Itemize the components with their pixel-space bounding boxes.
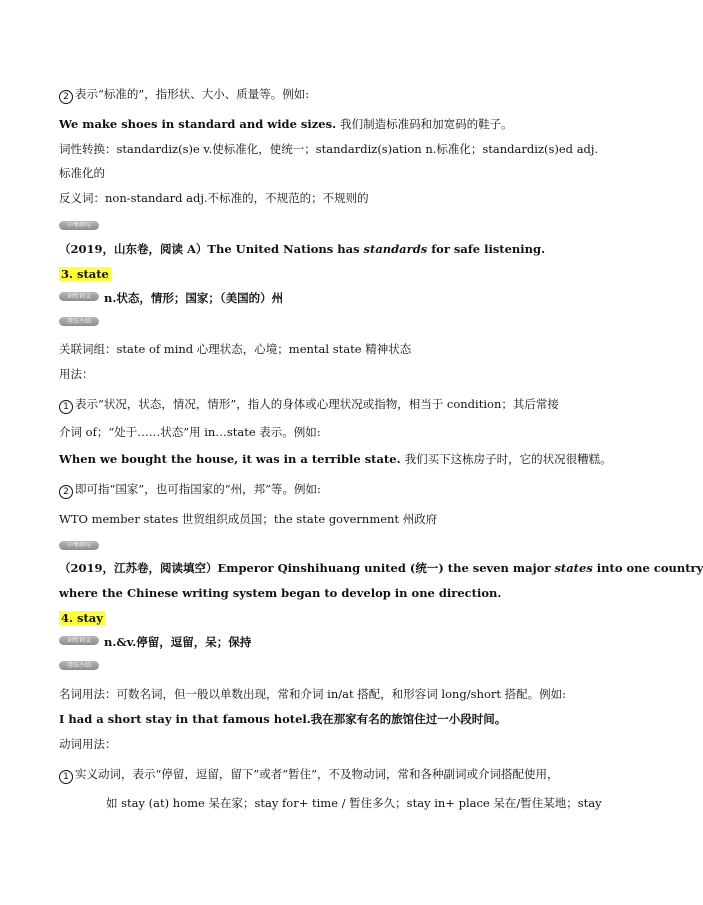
example-sentence: When we bought the house, it was in a terrible state. 我们买下这栋房子时，它的状况很糟糕。	[59, 452, 612, 466]
word-forms: 词性转换：standardiz(s)e v.使标准化，使统一；standardiz(s)ation n.标准化；standardiz(s)ed adj.	[59, 142, 599, 156]
example-sentence: I had a short stay in that famous hotel.我在那家有名的旅馆住过一小段时间。	[59, 712, 507, 726]
noun-usage: 名词用法：可数名词，但一般以单数出现，常和介词 in/at 搭配，和形容词 long/short 搭配。例如:	[59, 687, 567, 701]
tag-meaning: 词性词义	[59, 292, 99, 301]
verb-usage-point-1: 1 实义动词，表示“停留，逗留，留下”或者“暂住”，不及物动词，常和各种副词或介词搭配使用，	[59, 766, 559, 784]
related-phrases: 关联词组：state of mind 心理状态，心境；mental state 精神状态	[59, 342, 412, 356]
circled-number: 2	[59, 485, 73, 499]
circled-number: 2	[59, 90, 73, 104]
antonym: 反义词：non-standard adj.不标准的，不规范的；不规则的	[59, 191, 369, 205]
word-forms-cont: 标准化的	[59, 166, 105, 180]
tag-exam-example: 中考例句	[59, 221, 99, 230]
exam-sentence-cont: where the Chinese writing system began to develop in one direction.	[59, 586, 502, 600]
verb-usage-examples: 如 stay (at) home 呆在家；stay for+ time / 暂住多久；stay in+ place 呆在/暂住某地；stay	[106, 796, 602, 810]
meaning: n.状态，情形；国家；（美国的）州	[104, 291, 284, 305]
heading-state: 3. state	[61, 267, 109, 281]
tag-exam-example: 中考例句	[59, 541, 99, 550]
circled-number: 1	[59, 770, 73, 784]
usage-point-1: 1 表示“状况，状态，情况，情形”，指人的身体或心理状况或指物，相当于 condition；其后常接	[59, 396, 559, 414]
exam-sentence: （2019，山东卷，阅读 A）The United Nations has standards for safe listening.	[59, 242, 546, 256]
circled-number: 1	[59, 400, 73, 414]
usage-point-1-cont: 介词 of；“处于……状态”用 in…state 表示。例如:	[59, 425, 321, 439]
heading-stay: 4. stay	[61, 611, 103, 625]
exam-sentence: （2019，江苏卷，阅读填空）Emperor Qinshihuang united (统一) the seven major states into one country	[59, 561, 703, 575]
usage-text: 表示“标准的”，指形状、大小、质量等。例如:	[75, 87, 310, 101]
usage-point-2: 2 即可指“国家”，也可指国家的“州，邦”等。例如:	[59, 481, 321, 499]
tag-usage: 用法小结	[59, 661, 99, 670]
meaning: n.&v.停留，逗留，呆；保持	[104, 635, 252, 649]
tag-meaning: 词性词义	[59, 636, 99, 645]
usage-label: 用法：	[59, 367, 94, 381]
example-sentence: We make shoes in standard and wide sizes. 我们制造标准码和加宽码的鞋子。	[59, 117, 513, 131]
usage-point-2	[59, 86, 309, 104]
tag-usage: 用法小结	[59, 317, 99, 326]
example-phrases: WTO member states 世贸组织成员国；the state government 州政府	[59, 512, 438, 526]
verb-usage-label: 动词用法：	[59, 737, 117, 751]
